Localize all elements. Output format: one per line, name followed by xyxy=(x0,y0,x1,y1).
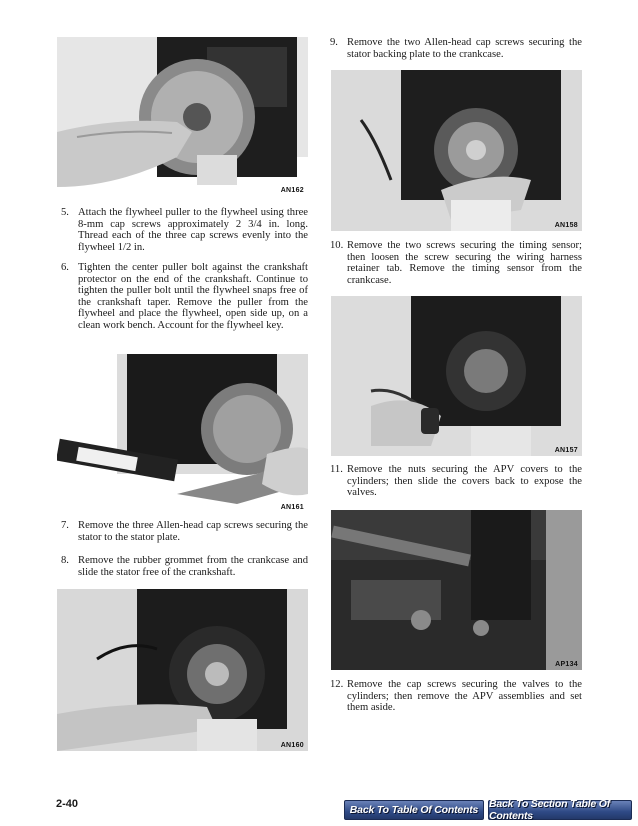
step-6 xyxy=(61,262,308,332)
figure-code: AN161 xyxy=(280,504,304,511)
figure-code: AN162 xyxy=(280,187,304,194)
page-number: 2-40 xyxy=(56,798,79,810)
step-text: Remove the rubber grommet from the crankcase and slide the stator free of the crankshaft. xyxy=(78,555,308,578)
step-text: Tighten the center puller bolt against the crankshaft protector on the end of the crankshaft. Continue to tighten the puller bolt until the flywheel snaps free of the crankshaft taper. Remove the puller from the flywheel and place the flywheel, open side up, on a clean work bench. Account for the flywheel key. xyxy=(78,262,308,331)
engine-photo xyxy=(331,510,582,670)
figure-code: AN160 xyxy=(280,742,304,749)
step-number: 11. xyxy=(330,464,343,475)
step-number: 12. xyxy=(330,679,344,690)
photo-timing-sensor xyxy=(331,296,582,456)
figure-code: AP134 xyxy=(555,661,578,668)
step-8 xyxy=(61,555,308,578)
step-10 xyxy=(330,240,582,286)
step-12 xyxy=(330,679,582,714)
step-text: Remove the cap screws securing the valves to the cylinders; then remove the APV assemblies and set them aside. xyxy=(347,679,582,714)
photo-flywheel-puller-attached xyxy=(57,37,308,196)
step-5 xyxy=(61,207,308,253)
photo-stator xyxy=(57,589,308,751)
figure-code: AN158 xyxy=(554,222,578,229)
step-number: 10. xyxy=(330,240,344,251)
step-text: Attach the flywheel puller to the flywheel using three 8-mm cap screws approximately 2 3/4 in. long. Thread each of the three cap screws evenly into the flywheel 1/2 in. xyxy=(78,207,308,253)
step-number: 5. xyxy=(61,207,69,218)
engine-photo xyxy=(331,70,582,231)
step-9 xyxy=(330,37,582,60)
engine-photo xyxy=(57,354,308,513)
step-text: Remove the three Allen-head cap screws securing the stator to the stator plate. xyxy=(78,520,308,543)
engine-photo xyxy=(331,296,582,456)
step-11 xyxy=(330,464,582,499)
step-7 xyxy=(61,520,308,543)
photo-stator-backing-plate xyxy=(331,70,582,231)
step-number: 6. xyxy=(61,262,69,273)
step-text: Remove the two screws securing the timing sensor; then loosen the screw securing the wiring harness retainer tab. Remove the timing sensor from the crankcase. xyxy=(347,240,582,286)
photo-apv-covers xyxy=(331,510,582,670)
engine-photo xyxy=(57,37,308,196)
step-number: 8. xyxy=(61,555,69,566)
step-text: Remove the nuts securing the APV covers to the cylinders; then slide the covers back to expose the valves. xyxy=(347,464,582,499)
photo-puller-wrench xyxy=(57,354,308,513)
step-text: Remove the two Allen-head cap screws securing the stator backing plate to the crankcase. xyxy=(347,37,582,60)
step-number: 7. xyxy=(61,520,69,531)
engine-photo xyxy=(57,589,308,751)
back-to-section-toc-button[interactable]: Back To Section Table Of Contents xyxy=(488,800,632,820)
step-number: 9. xyxy=(330,37,338,48)
back-to-toc-button[interactable]: Back To Table Of Contents xyxy=(344,800,484,820)
figure-code: AN157 xyxy=(554,447,578,454)
